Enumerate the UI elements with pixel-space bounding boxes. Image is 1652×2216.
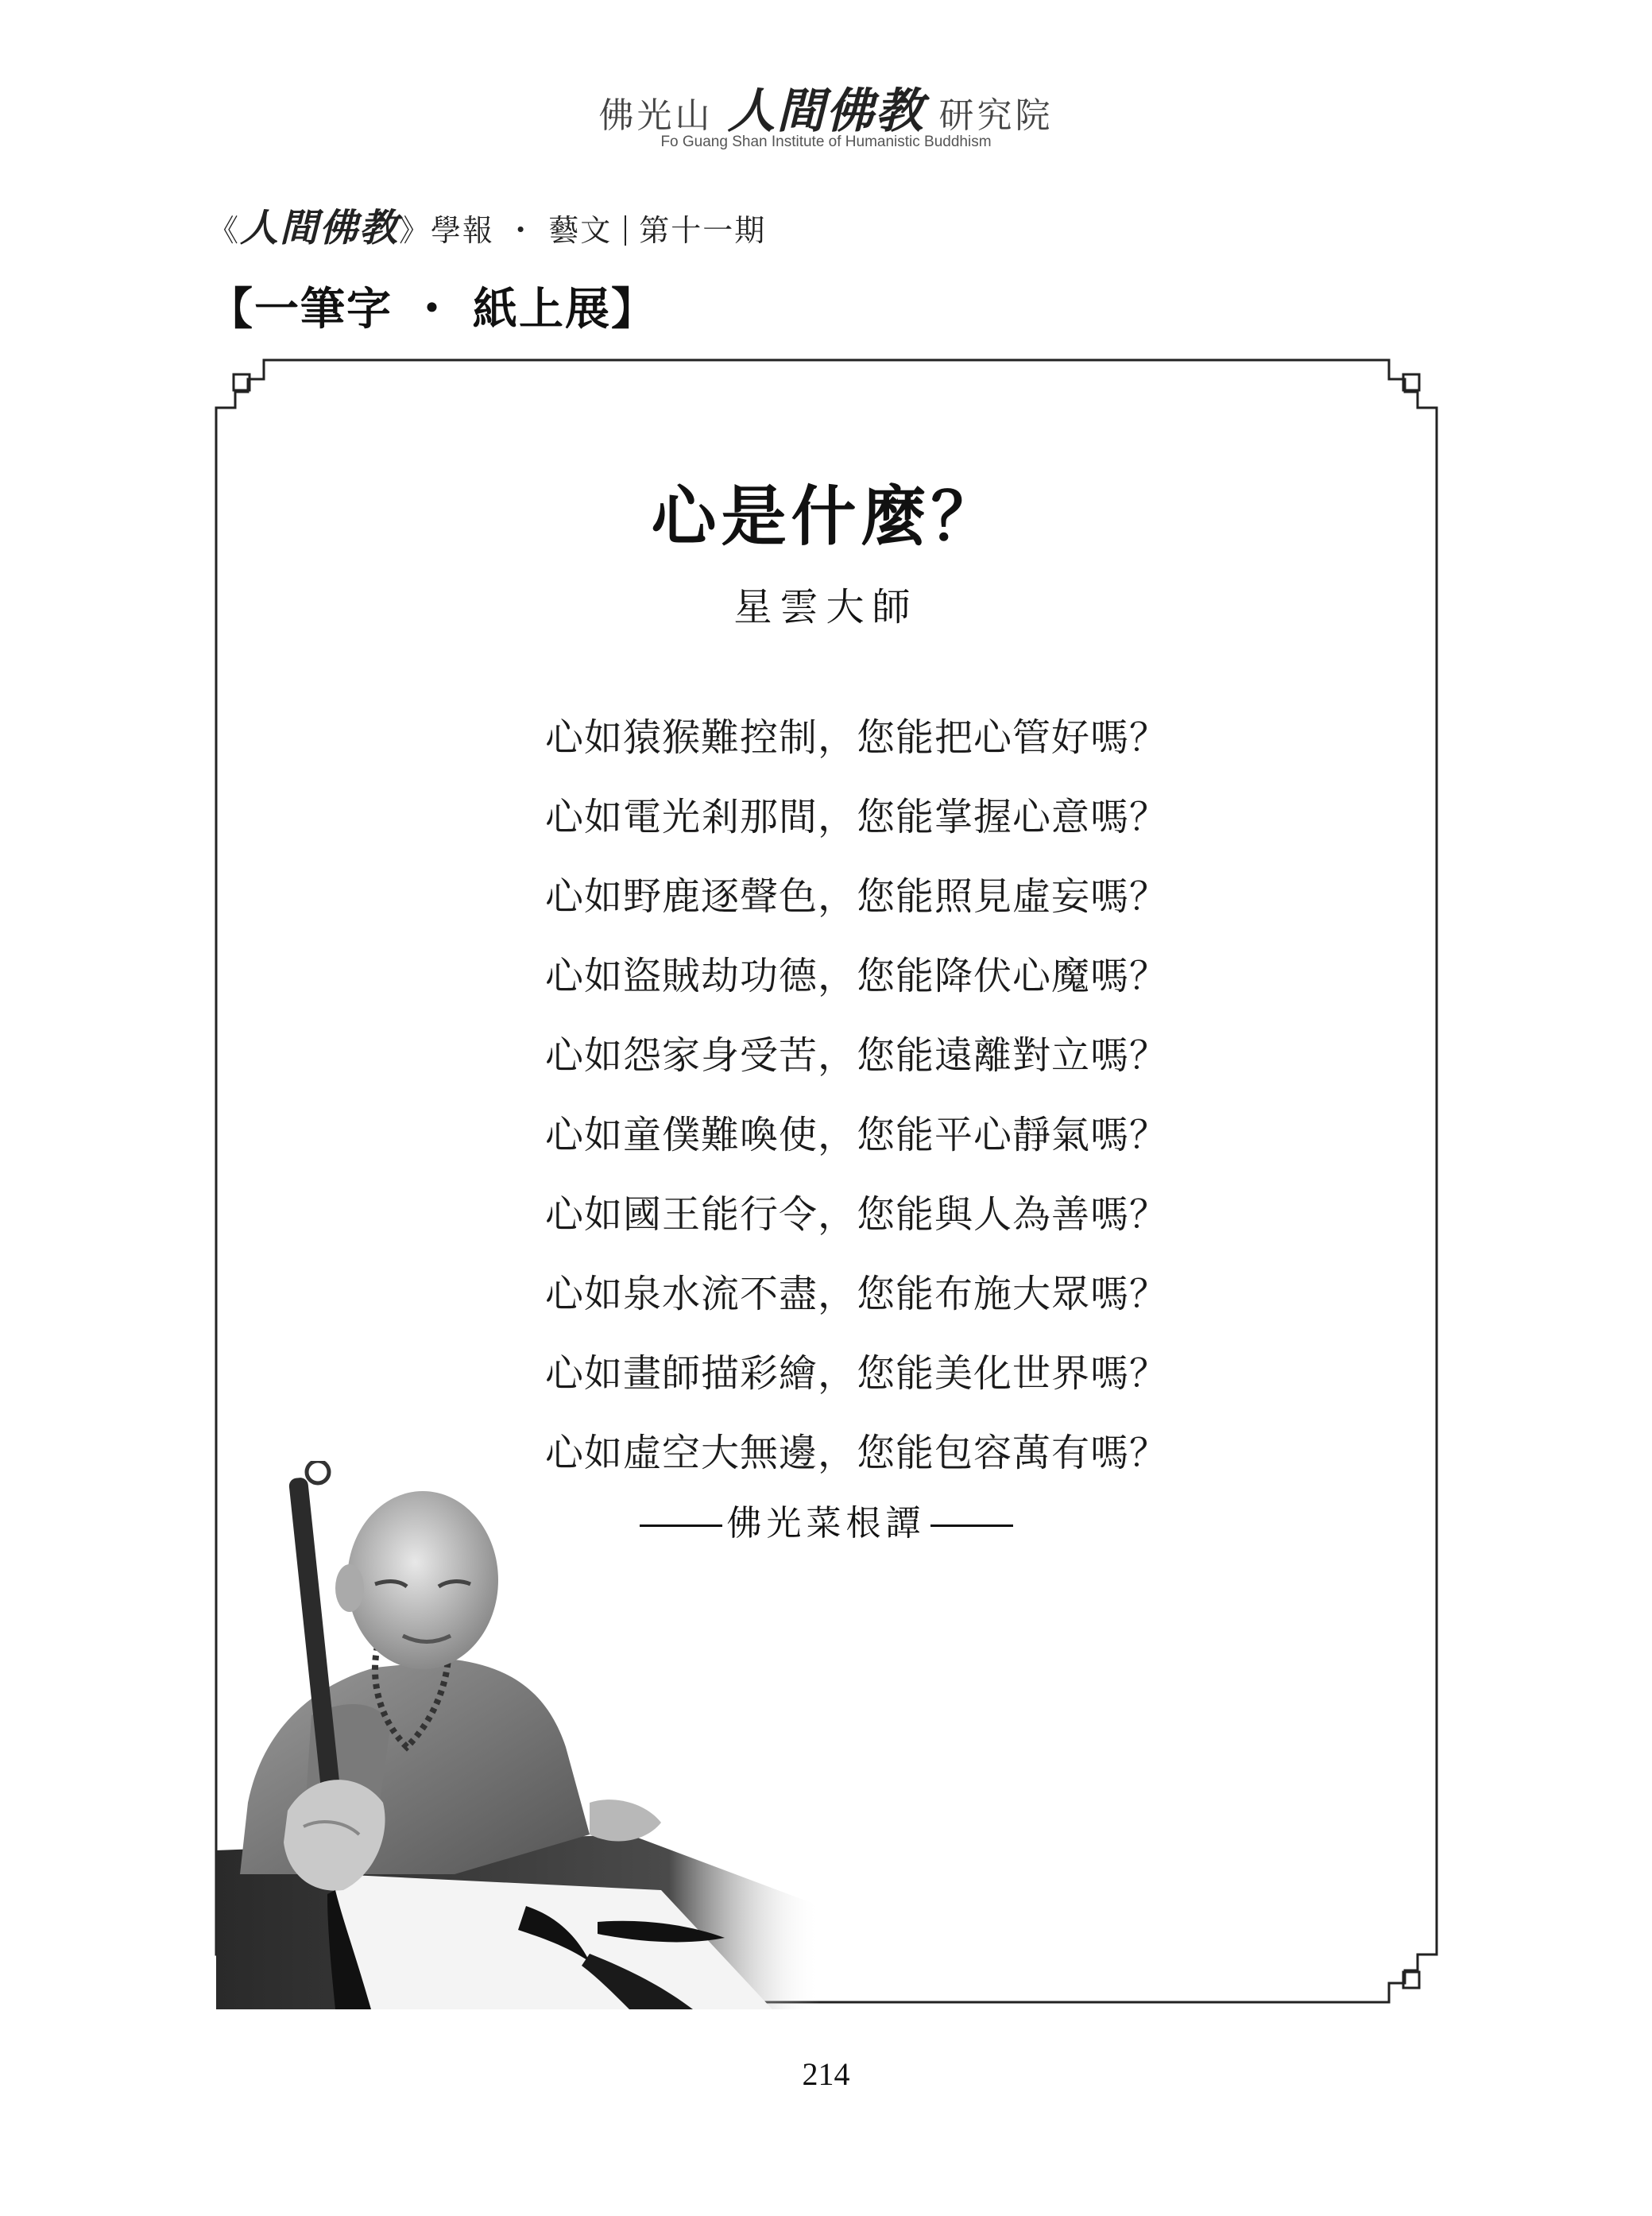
institute-prefix: 佛光山 <box>598 95 714 136</box>
poem-line: 心如猿猴難控制，您能把心管好嗎？ <box>545 715 1169 760</box>
institute-brand-calligraphy: 人間佛教 <box>727 83 925 139</box>
poem-body <box>545 698 1197 1493</box>
journal-brand-calligraphy: 人間佛教 <box>240 206 400 250</box>
journal-close-bracket: 》 <box>399 213 431 248</box>
journal-open-bracket: 《 <box>208 213 241 248</box>
article-author: 星雲大師 <box>733 585 919 630</box>
page-number: 214 <box>802 2056 850 2092</box>
poem-line: 心如國王能行令，您能與人為善嗎？ <box>545 1192 1169 1237</box>
article-title: 心是什麼？ <box>651 478 1001 555</box>
poem-line: 心如怨家身受苦，您能遠離對立嗎？ <box>545 1033 1169 1078</box>
poem-line: 心如野鹿逐聲色，您能照見虛妄嗎？ <box>545 874 1169 919</box>
poem-line: 心如虛空大無邊，您能包容萬有嗎？ <box>545 1431 1169 1475</box>
master-calligraphy-photo <box>216 1461 820 2009</box>
journal-name: 學報 ・ 藝文 <box>431 213 613 248</box>
poem-line: 心如泉水流不盡，您能布施大眾嗎？ <box>545 1272 1169 1316</box>
journal-issue: 第十一期 <box>639 213 767 248</box>
poem-line: 心如盜賊劫功德，您能降伏心魔嗎？ <box>545 954 1169 998</box>
source-text: 佛光菜根譚 <box>726 1503 926 1544</box>
institute-english-name: Fo Guang Shan Institute of Humanistic Buddhism <box>660 134 992 150</box>
section-title: 【一筆字 ・ 紙上展】 <box>208 283 657 335</box>
poem-line: 心如電光剎那間，您能掌握心意嗎？ <box>545 795 1169 839</box>
institute-suffix: 研究院 <box>938 95 1054 136</box>
poem-line: 心如童僕難喚使，您能平心靜氣嗎？ <box>545 1113 1169 1157</box>
source-dash-right <box>930 1524 1013 1527</box>
poem-line: 心如畫師描彩繪，您能美化世界嗎？ <box>545 1351 1169 1396</box>
